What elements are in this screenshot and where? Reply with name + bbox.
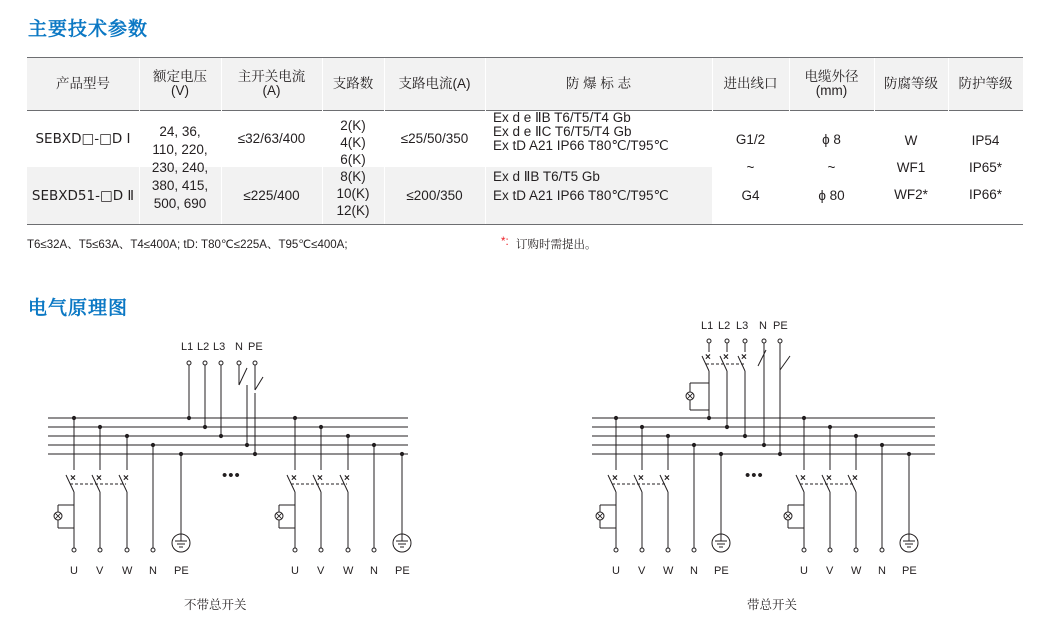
label-w: W [122, 565, 133, 577]
circuit-line: 8(K) [340, 168, 366, 184]
label-l1: L1 [181, 341, 194, 353]
left-switch-x-marks [70, 473, 350, 484]
voltage-line: 230, 240, [151, 159, 209, 175]
corrosion-line: WF2* [894, 187, 928, 202]
label-pe: PE [714, 565, 729, 577]
label-w: W [663, 565, 674, 577]
label-n: N [149, 565, 157, 577]
label-l3: L3 [736, 320, 749, 332]
corrosion-line: WF1 [896, 160, 926, 175]
header-protection: 防护等级 [958, 76, 1013, 91]
header-corrosion: 防腐等级 [884, 76, 938, 91]
ground-icon [900, 534, 918, 552]
protection-line: IP54 [971, 133, 1000, 148]
header-voltage-line2: (V) [171, 83, 189, 98]
row2-main-current: ≤225/400 [243, 187, 300, 203]
header-ex-mark: 防 爆 标 志 [565, 76, 632, 91]
label-u: U [291, 565, 299, 577]
voltage-line: 380, 415, [151, 177, 209, 193]
header-cable-od-line2: (mm) [815, 83, 848, 98]
label-w: W [343, 565, 354, 577]
svg-text:×: × [826, 473, 832, 484]
svg-text:×: × [638, 473, 644, 484]
label-pe: PE [395, 565, 410, 577]
ellipsis: ••• [222, 467, 241, 484]
header-cable-od-line1: 电缆外径 [804, 69, 859, 84]
circuit-line: 12(K) [336, 202, 370, 218]
voltage-line: 110, 220, [152, 141, 208, 157]
svg-text:×: × [741, 352, 747, 363]
lamp-icon [54, 512, 62, 520]
svg-text:×: × [96, 473, 102, 484]
row1-main-current: ≤32/63/400 [237, 131, 306, 146]
header-entry: 进出线口 [723, 76, 778, 91]
label-pe: PE [902, 565, 917, 577]
voltage-line: 24, 36, [159, 123, 201, 139]
protection-line: IP66* [968, 187, 1003, 202]
ground-icon [393, 534, 411, 552]
label-n: N [759, 320, 767, 332]
label-v: V [317, 565, 325, 577]
row2-ex-line2: Ex tD A21 IP66 T80℃/T95℃ [493, 188, 669, 203]
schematic-right [592, 339, 935, 552]
label-n: N [878, 565, 886, 577]
circuit-line: 4(K) [340, 134, 366, 150]
header-model: 产品型号 [56, 76, 110, 91]
cable-od-mid: ~ [827, 159, 836, 175]
label-v: V [826, 565, 834, 577]
row1-model-text: SEBXD□-□D Ⅰ [35, 131, 131, 147]
voltage-line: 500, 690 [153, 195, 207, 211]
cable-od-bottom: ϕ 80 [818, 187, 845, 203]
row2-ex-line1: Ex d ⅡB T6/T5 Gb [493, 169, 600, 184]
header-voltage-line1: 额定电压 [153, 69, 207, 84]
circuit-line: 6(K) [340, 151, 366, 167]
caption-without-main-switch: 不带总开关 [184, 597, 247, 612]
label-w: W [851, 565, 862, 577]
label-n: N [690, 565, 698, 577]
svg-text:×: × [664, 473, 670, 484]
header-main-current-line1: 主开关电流 [237, 69, 306, 84]
svg-text:×: × [612, 473, 618, 484]
row2-model-text: SEBXD51-□D Ⅱ [31, 187, 135, 204]
header-main-current-line2: (A) [262, 83, 281, 98]
section-title-schematic: 电气原理图 [28, 297, 129, 319]
entry-bottom: G4 [741, 187, 760, 203]
svg-text:×: × [317, 473, 323, 484]
svg-text:×: × [123, 473, 129, 484]
ellipsis: ••• [745, 467, 764, 484]
row1-ex-line2: Ex d e ⅡC T6/T5/T4 Gb [493, 124, 632, 139]
svg-text:×: × [852, 473, 858, 484]
label-n: N [370, 565, 378, 577]
label-l2: L2 [197, 341, 210, 353]
label-pe: PE [773, 320, 788, 332]
svg-text:×: × [344, 473, 350, 484]
row1-ex-line3: Ex tD A21 IP66 T80℃/T95℃ [493, 138, 669, 153]
cable-od-top: ϕ 8 [822, 131, 841, 147]
svg-text:×: × [70, 473, 76, 484]
label-u: U [70, 565, 78, 577]
corrosion-line: W [904, 133, 918, 148]
left-bottom-labels [70, 565, 410, 577]
right-top-labels [701, 320, 788, 332]
lamp-icon [596, 512, 604, 520]
label-pe: PE [248, 341, 263, 353]
svg-text:×: × [723, 352, 729, 363]
lamp-icon [784, 512, 792, 520]
circuit-line: 10(K) [336, 185, 370, 201]
entry-mid: ~ [746, 159, 755, 175]
label-u: U [612, 565, 620, 577]
label-pe: PE [174, 565, 189, 577]
ground-icon [712, 534, 730, 552]
footnote-order: 订购时需提出。 [516, 239, 597, 251]
lamp-icon [686, 392, 694, 400]
label-v: V [638, 565, 646, 577]
right-bottom-labels [612, 565, 917, 577]
label-l2: L2 [718, 320, 731, 332]
label-v: V [96, 565, 104, 577]
row1-branch-current: ≤25/50/350 [400, 131, 469, 146]
protection-line: IP65* [968, 160, 1003, 175]
entry-top: G1/2 [735, 131, 766, 147]
label-n: N [235, 341, 243, 353]
section-title-tech-params: 主要技术参数 [28, 18, 149, 40]
svg-text:×: × [800, 473, 806, 484]
footnote-temperature: T6≤32A、T5≤63A、T4≤400A; tD: T80℃≤225A、T95℃≤400A; [27, 239, 348, 251]
left-top-labels [181, 341, 263, 353]
svg-text:×: × [705, 352, 711, 363]
header-circuits: 支路数 [332, 76, 374, 91]
row2-branch-current: ≤200/350 [406, 187, 463, 203]
ground-icon [172, 534, 190, 552]
label-l1: L1 [701, 320, 714, 332]
schematic-left [48, 361, 408, 552]
svg-text:×: × [291, 473, 297, 484]
footnote-star: *: [501, 236, 509, 248]
label-u: U [800, 565, 808, 577]
label-l3: L3 [213, 341, 226, 353]
row1-ex-line1: Ex d e ⅡB T6/T5/T4 Gb [493, 110, 631, 125]
caption-with-main-switch: 带总开关 [747, 597, 798, 612]
lamp-icon [275, 512, 283, 520]
circuit-line: 2(K) [340, 117, 366, 133]
header-branch-current: 支路电流(A) [398, 76, 471, 91]
